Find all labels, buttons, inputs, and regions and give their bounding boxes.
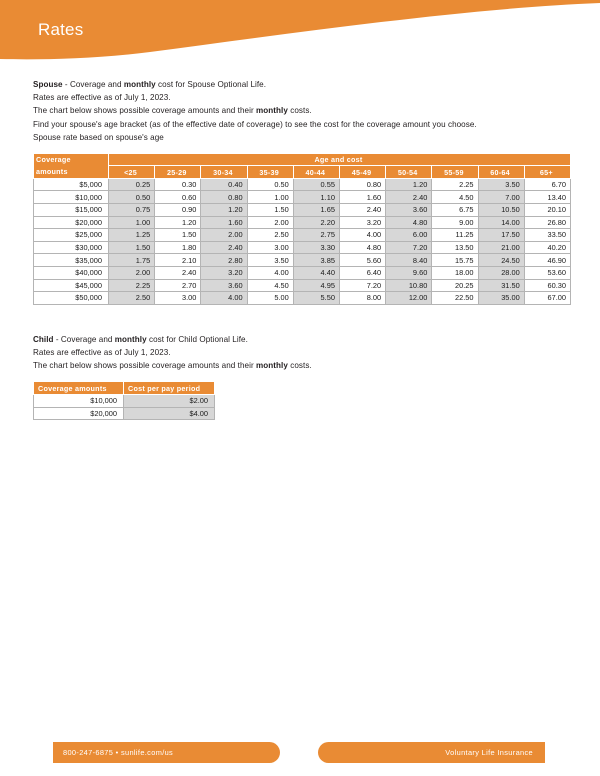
child-header-cost-per-pay-period: Cost per pay period (124, 382, 215, 395)
table-row (34, 203, 571, 216)
spouse-intro-line-1 (33, 78, 570, 91)
spouse-header-band-45-49: 45-49 (339, 166, 385, 178)
spouse-header-band-55-59: 55-59 (432, 166, 478, 178)
spouse-cost-cell: 7.20 (339, 279, 385, 292)
child-intro-line-3 (33, 359, 570, 372)
spouse-cost-cell: 0.60 (155, 191, 201, 204)
page-title: Rates (38, 20, 84, 39)
spouse-cost-cell: 0.40 (201, 178, 247, 191)
child-table-body (34, 395, 215, 420)
spouse-header-band-35-39: 35-39 (247, 166, 293, 178)
spouse-cost-cell: 2.10 (155, 254, 201, 267)
spouse-cost-cell: 31.50 (478, 279, 524, 292)
footer-contact-bar (53, 742, 280, 763)
spouse-cost-cell: 2.80 (201, 254, 247, 267)
spouse-cost-cell: 4.00 (201, 292, 247, 305)
child-intro-1-tail: cost for Child Optional Life. (146, 334, 248, 344)
spouse-cost-cell: 6.75 (432, 203, 478, 216)
spouse-cost-cell: 2.50 (109, 292, 155, 305)
spouse-cost-cell: 1.10 (293, 191, 339, 204)
spouse-cost-cell: 24.50 (478, 254, 524, 267)
child-intro-3-monthly: monthly (256, 361, 288, 371)
table-row (34, 266, 571, 279)
spouse-cost-cell: 9.00 (432, 216, 478, 229)
spouse-cost-cell: 7.20 (386, 241, 432, 254)
spouse-cost-cell: 3.20 (339, 216, 385, 229)
spouse-cost-cell: 12.00 (386, 292, 432, 305)
spouse-cost-cell: 1.80 (155, 241, 201, 254)
spouse-cost-cell: 40.20 (524, 241, 570, 254)
spouse-cost-cell: 4.50 (432, 191, 478, 204)
spouse-table-header-row-1 (34, 154, 571, 166)
spouse-header-band-40-44: 40-44 (293, 166, 339, 178)
spouse-cost-cell: 13.40 (524, 191, 570, 204)
spouse-cost-cell: 4.40 (293, 266, 339, 279)
page-footer (0, 742, 600, 764)
spouse-coverage-amount-cell: $30,000 (34, 241, 109, 254)
spouse-cost-cell: 11.25 (432, 229, 478, 242)
child-label: Child (33, 334, 54, 344)
spouse-cost-cell: 3.00 (247, 241, 293, 254)
spouse-intro-block (33, 78, 570, 144)
spouse-cost-cell: 3.50 (478, 178, 524, 191)
spouse-cost-cell: 0.30 (155, 178, 201, 191)
spouse-cost-cell: 13.50 (432, 241, 478, 254)
spouse-cost-cell: 4.80 (339, 241, 385, 254)
page-header (0, 0, 600, 70)
spouse-cost-cell: 60.30 (524, 279, 570, 292)
spouse-cost-cell: 14.00 (478, 216, 524, 229)
table-row (34, 216, 571, 229)
spouse-cost-cell: 1.50 (109, 241, 155, 254)
spouse-cost-cell: 9.60 (386, 266, 432, 279)
spouse-header-band-30-34: 30-34 (201, 166, 247, 178)
spouse-rate-table (33, 153, 571, 305)
spouse-cost-cell: 1.75 (109, 254, 155, 267)
spouse-cost-cell: 1.50 (155, 229, 201, 242)
spouse-cost-cell: 2.25 (432, 178, 478, 191)
spouse-cost-cell: 5.60 (339, 254, 385, 267)
child-coverage-amount-cell: $10,000 (34, 395, 124, 408)
main-content (33, 78, 570, 420)
spouse-cost-cell: 33.50 (524, 229, 570, 242)
spouse-cost-cell: 2.70 (155, 279, 201, 292)
spouse-header-band-65: 65+ (524, 166, 570, 178)
table-row (34, 407, 215, 420)
spouse-cost-cell: 1.25 (109, 229, 155, 242)
spouse-cost-cell: 0.55 (293, 178, 339, 191)
spouse-cost-cell: 1.20 (386, 178, 432, 191)
spouse-cost-cell: 2.40 (201, 241, 247, 254)
spouse-cost-cell: 6.40 (339, 266, 385, 279)
spouse-intro-line-4: Find your spouse's age bracket (as of the effective date of coverage) to see the cost for the coverage amount you choose. (33, 119, 477, 129)
spouse-cost-cell: 2.25 (109, 279, 155, 292)
spouse-cost-cell: 1.20 (155, 216, 201, 229)
table-row (34, 191, 571, 204)
spouse-cost-cell: 20.25 (432, 279, 478, 292)
child-intro-line-2: Rates are effective as of July 1, 2023. (33, 347, 171, 357)
spouse-intro-3-tail: costs. (287, 106, 312, 116)
spouse-intro-3-pre: The chart below shows possible coverage amounts and their (33, 106, 257, 116)
spouse-cost-cell: 8.40 (386, 254, 432, 267)
spouse-cost-cell: 1.65 (293, 203, 339, 216)
spouse-cost-cell: 4.00 (339, 229, 385, 242)
spouse-coverage-amount-cell: $45,000 (34, 279, 109, 292)
table-row (34, 254, 571, 267)
child-cost-cell: $4.00 (124, 407, 215, 420)
spouse-cost-cell: 53.60 (524, 266, 570, 279)
spouse-cost-cell: 18.00 (432, 266, 478, 279)
spouse-intro-1-tail: cost for Spouse Optional Life. (155, 80, 267, 89)
spouse-cost-cell: 4.95 (293, 279, 339, 292)
footer-product-bar (318, 742, 545, 763)
spouse-cost-cell: 6.70 (524, 178, 570, 191)
spouse-cost-cell: 10.80 (386, 279, 432, 292)
spouse-header-age-and-cost: Age and cost (109, 154, 571, 166)
spouse-cost-cell: 1.60 (339, 191, 385, 204)
spouse-cost-cell: 26.80 (524, 216, 570, 229)
section-spacer (33, 305, 570, 319)
spouse-header-band-25-29: 25-29 (155, 166, 201, 178)
spouse-cost-cell: 2.40 (339, 203, 385, 216)
spouse-header-band-60-64: 60-64 (478, 166, 524, 178)
spouse-table-body (34, 178, 571, 304)
spouse-intro-1-rest: - Coverage and (62, 80, 124, 89)
spouse-cost-cell: 0.75 (109, 203, 155, 216)
table-row (34, 178, 571, 191)
spouse-cost-cell: 3.50 (247, 254, 293, 267)
spouse-header-coverage-amounts: Coverage amounts (34, 154, 109, 179)
table-row (34, 229, 571, 242)
spouse-cost-cell: 2.20 (293, 216, 339, 229)
spouse-cost-cell: 1.00 (109, 216, 155, 229)
spouse-cost-cell: 3.85 (293, 254, 339, 267)
spouse-cost-cell: 15.75 (432, 254, 478, 267)
spouse-cost-cell: 4.80 (386, 216, 432, 229)
spouse-cost-cell: 0.80 (339, 178, 385, 191)
child-rate-table (33, 381, 215, 420)
spouse-cost-cell: 2.40 (155, 266, 201, 279)
spouse-coverage-amount-cell: $5,000 (34, 178, 109, 191)
spouse-coverage-amount-cell: $15,000 (34, 203, 109, 216)
spouse-cost-cell: 35.00 (478, 292, 524, 305)
spouse-cost-cell: 0.50 (109, 191, 155, 204)
spouse-cost-cell: 2.75 (293, 229, 339, 242)
spouse-coverage-amount-cell: $40,000 (34, 266, 109, 279)
spouse-header-band-25: <25 (109, 166, 155, 178)
child-cost-cell: $2.00 (124, 395, 215, 408)
spouse-intro-line-5: Spouse rate based on spouse's age (33, 132, 164, 142)
spouse-cost-cell: 0.80 (201, 191, 247, 204)
child-intro-1-rest: - Coverage and (53, 334, 115, 344)
child-intro-line-1 (33, 333, 570, 346)
footer-product-text: Voluntary Life Insurance (445, 748, 533, 757)
spouse-cost-cell: 67.00 (524, 292, 570, 305)
spouse-cost-cell: 20.10 (524, 203, 570, 216)
child-intro-3-tail: costs. (287, 361, 312, 371)
table-row (34, 279, 571, 292)
spouse-cost-cell: 17.50 (478, 229, 524, 242)
spouse-cost-cell: 1.00 (247, 191, 293, 204)
child-intro-block (33, 333, 570, 373)
spouse-cost-cell: 8.00 (339, 292, 385, 305)
spouse-cost-cell: 2.50 (247, 229, 293, 242)
spouse-coverage-amount-cell: $10,000 (34, 191, 109, 204)
spouse-cost-cell: 2.00 (247, 216, 293, 229)
table-row (34, 395, 215, 408)
spouse-cost-cell: 2.40 (386, 191, 432, 204)
spouse-cost-cell: 1.60 (201, 216, 247, 229)
spouse-cost-cell: 10.50 (478, 203, 524, 216)
spouse-cost-cell: 0.90 (155, 203, 201, 216)
footer-contact-text: 800-247-6875 • sunlife.com/us (63, 748, 174, 757)
spouse-cost-cell: 22.50 (432, 292, 478, 305)
spouse-cost-cell: 2.00 (109, 266, 155, 279)
spouse-cost-cell: 3.20 (201, 266, 247, 279)
spouse-cost-cell: 4.50 (247, 279, 293, 292)
spouse-coverage-amount-cell: $20,000 (34, 216, 109, 229)
spouse-table-head (34, 154, 571, 179)
spouse-cost-cell: 4.00 (247, 266, 293, 279)
spouse-intro-1-monthly: monthly (123, 80, 156, 89)
header-curve-shape (0, 0, 600, 70)
spouse-cost-cell: 1.20 (201, 203, 247, 216)
table-row (34, 292, 571, 305)
spouse-cost-cell: 3.00 (155, 292, 201, 305)
spouse-cost-cell: 3.60 (386, 203, 432, 216)
spouse-intro-line-3 (33, 104, 570, 117)
table-row (34, 241, 571, 254)
spouse-cost-cell: 7.00 (478, 191, 524, 204)
spouse-cost-cell: 5.00 (247, 292, 293, 305)
child-coverage-amount-cell: $20,000 (34, 407, 124, 420)
child-intro-1-monthly: monthly (114, 334, 147, 344)
spouse-header-band-50-54: 50-54 (386, 166, 432, 178)
child-header-coverage-amounts: Coverage amounts (34, 382, 124, 395)
spouse-cost-cell: 5.50 (293, 292, 339, 305)
spouse-cost-cell: 2.00 (201, 229, 247, 242)
spouse-cost-cell: 3.30 (293, 241, 339, 254)
spouse-cost-cell: 6.00 (386, 229, 432, 242)
spouse-cost-cell: 46.90 (524, 254, 570, 267)
child-table-header-row (34, 382, 215, 395)
spouse-coverage-amount-cell: $50,000 (34, 292, 109, 305)
spouse-cost-cell: 0.50 (247, 178, 293, 191)
spouse-cost-cell: 3.60 (201, 279, 247, 292)
child-intro-3-pre: The chart below shows possible coverage amounts and their (33, 361, 257, 371)
spouse-cost-cell: 0.25 (109, 178, 155, 191)
spouse-coverage-amount-cell: $25,000 (34, 229, 109, 242)
spouse-cost-cell: 21.00 (478, 241, 524, 254)
child-table-head (34, 382, 215, 395)
spouse-label: Spouse (33, 80, 63, 89)
spouse-cost-cell: 28.00 (478, 266, 524, 279)
spouse-intro-3-monthly: monthly (256, 106, 288, 116)
spouse-table-header-row-2 (34, 166, 571, 178)
spouse-intro-line-2: Rates are effective as of July 1, 2023. (33, 93, 171, 103)
spouse-coverage-amount-cell: $35,000 (34, 254, 109, 267)
spouse-cost-cell: 1.50 (247, 203, 293, 216)
